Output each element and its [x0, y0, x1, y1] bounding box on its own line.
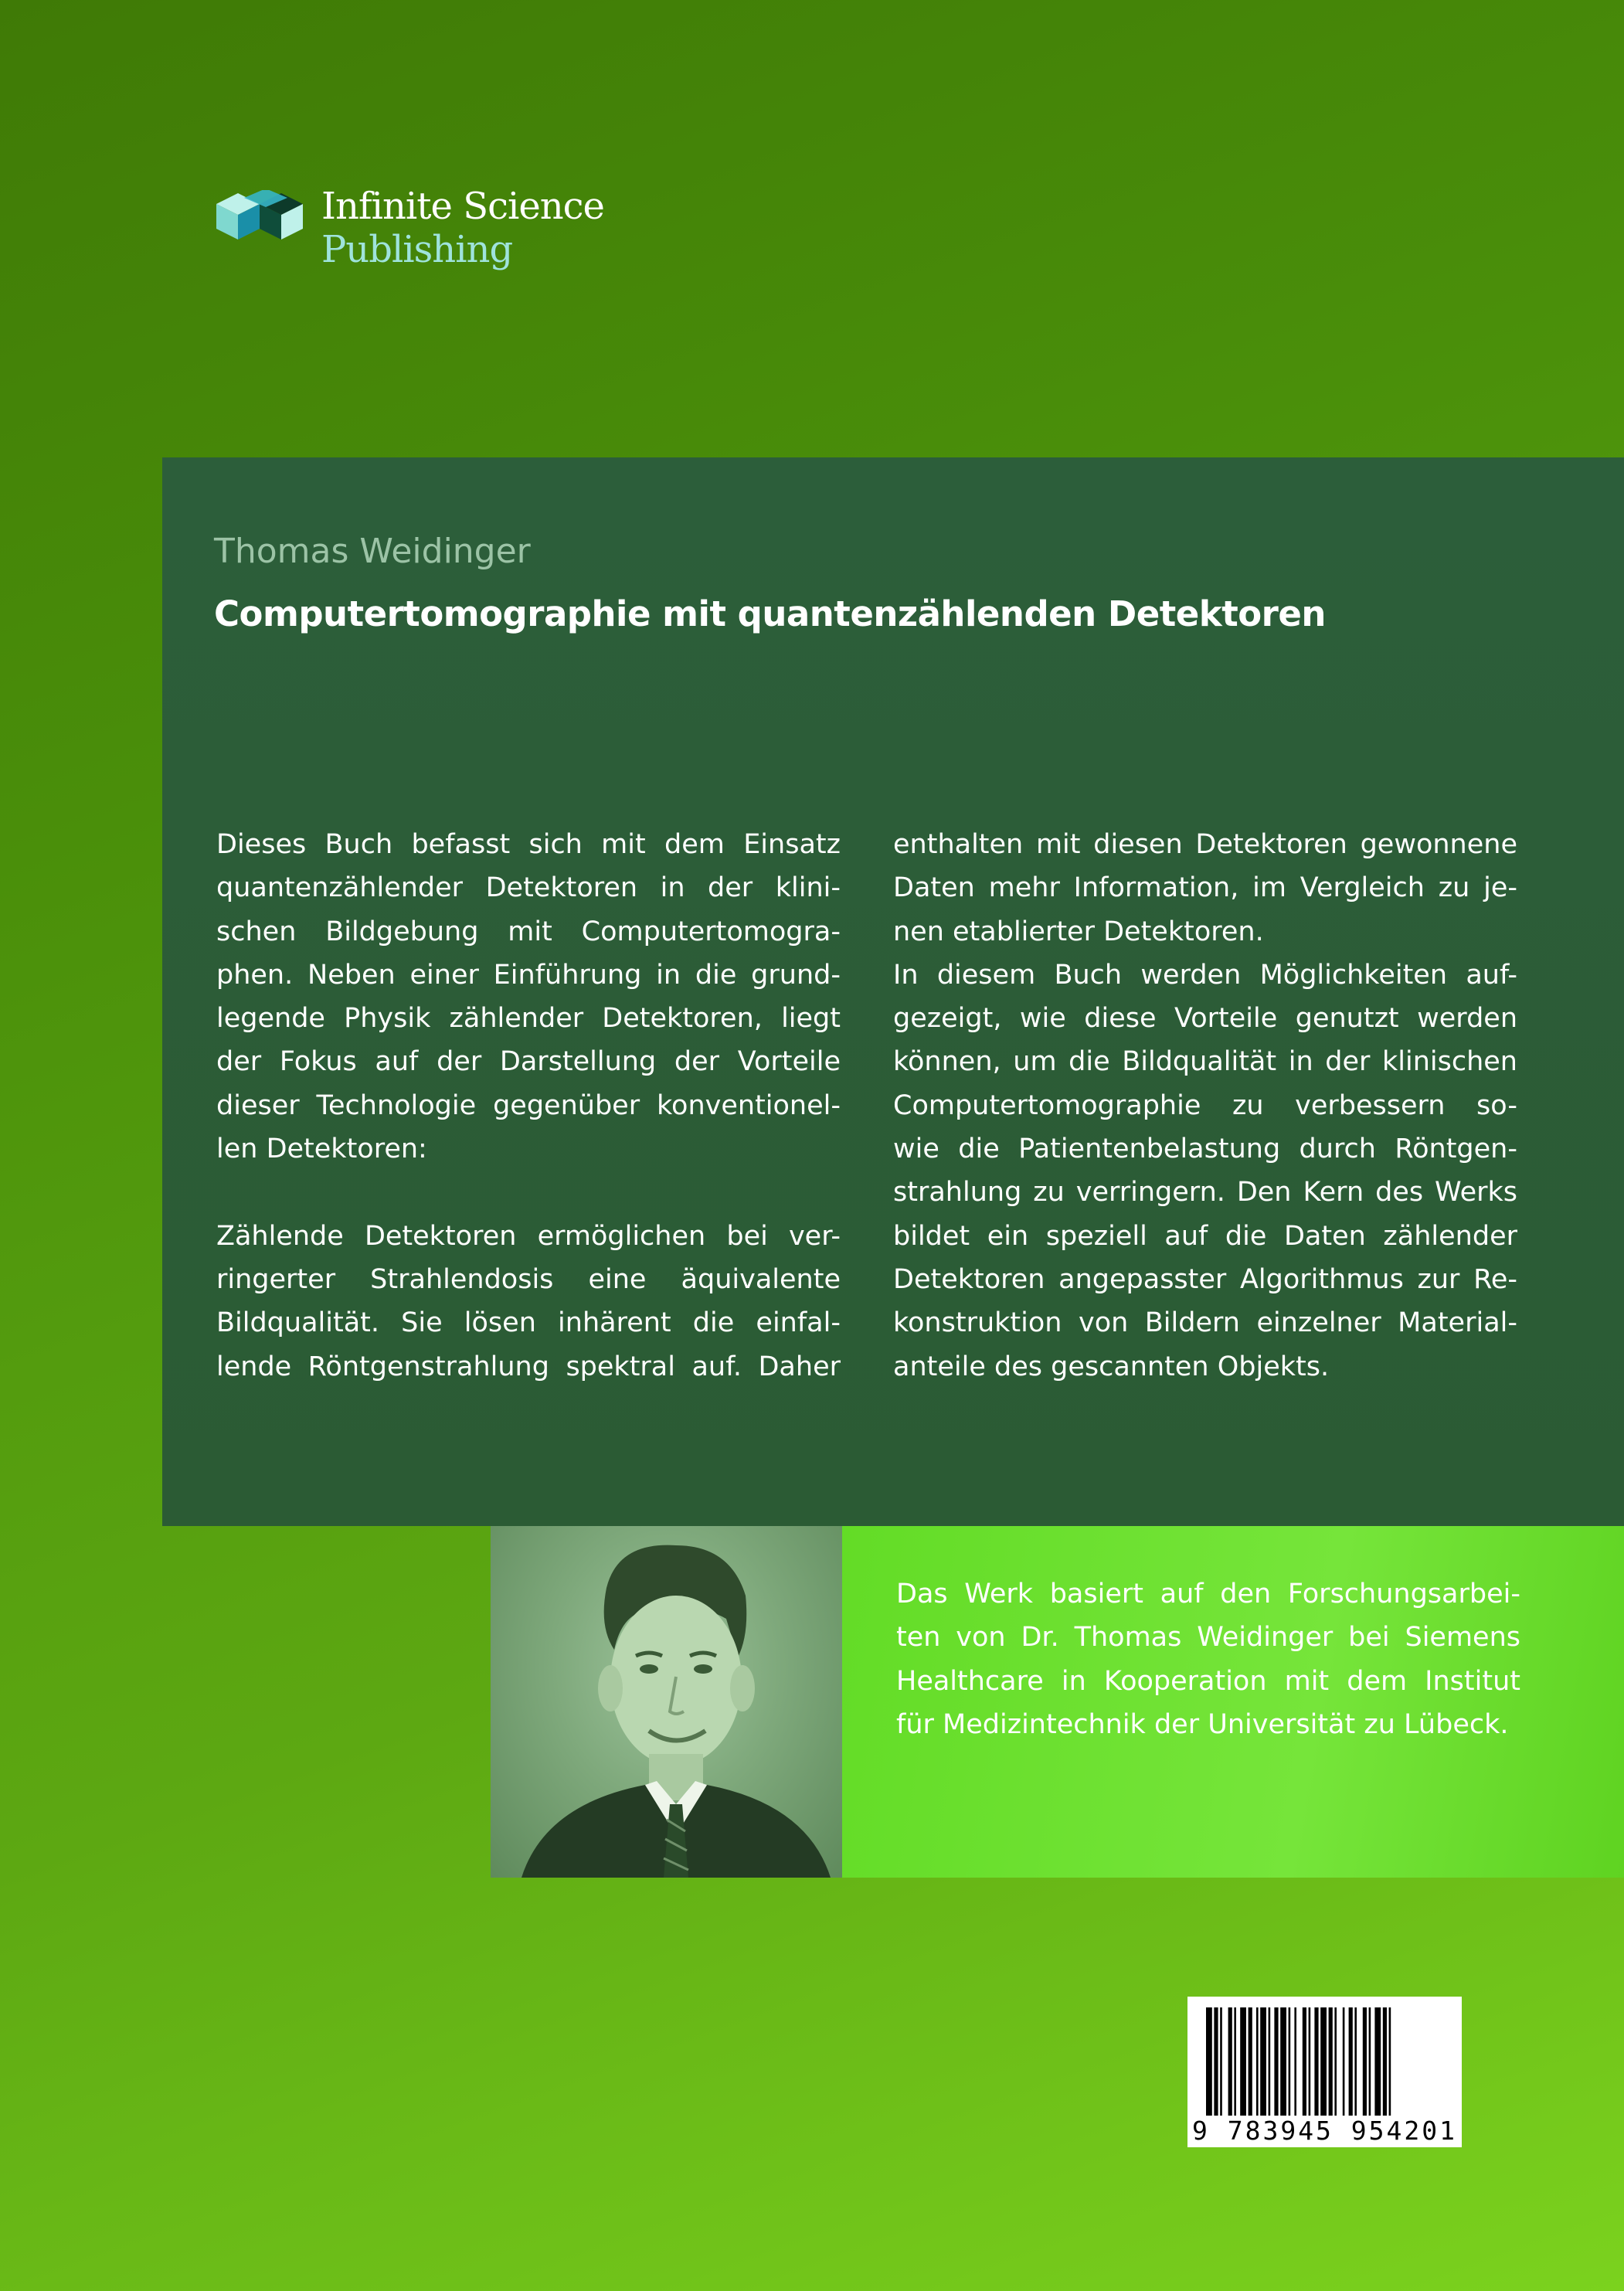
description-line: konstruktion von Bildern einzelner Material- [893, 1307, 1517, 1339]
publisher-name [321, 184, 604, 270]
description-line: Computertomographie zu verbessern so- [893, 1089, 1517, 1121]
description-line: Daten mehr Information, im Vergleich zu je- [893, 872, 1517, 904]
barcode-bar [1334, 2007, 1337, 2116]
barcode-bar [1280, 2007, 1286, 2116]
barcode-bar [1354, 2007, 1357, 2116]
barcode-bar [1234, 2007, 1236, 2116]
barcode-icon [1206, 2007, 1444, 2116]
barcode-bar [1374, 2007, 1381, 2116]
description-line: Detektoren angepasster Algorithmus zur Re- [893, 1263, 1517, 1295]
publisher-name-line2: Publishing [321, 228, 513, 271]
description-line: schen Bildgebung mit Computertomogra- [216, 916, 841, 947]
bio-line: Healthcare in Kooperation mit dem Institut [896, 1665, 1520, 1697]
barcode-bar [1260, 2007, 1266, 2116]
barcode-bar [1228, 2007, 1232, 2116]
description-line: dieser Technologie gegenüber konventionel- [216, 1089, 841, 1121]
description-line: nen etablierter Detektoren. [893, 916, 1264, 947]
barcode-bar [1343, 2007, 1345, 2116]
barcode-bar [1206, 2007, 1212, 2116]
barcode-bar [1309, 2007, 1311, 2116]
description-line: phen. Neben einer Einführung in die grund- [216, 959, 841, 991]
description-line: Dieses Buch befasst sich mit dem Einsatz [216, 829, 841, 860]
publisher-name-line1: Infinite Science [321, 185, 604, 228]
barcode-bar [1240, 2007, 1246, 2116]
author-portrait-icon [491, 1526, 842, 1878]
barcode-bar [1314, 2007, 1318, 2116]
barcode-bar [1294, 2007, 1296, 2116]
barcode-bar [1349, 2007, 1353, 2116]
author-photo [491, 1526, 842, 1878]
barcode-bar [1383, 2007, 1387, 2116]
barcode-bar [1363, 2007, 1367, 2116]
bio-line: Das Werk basiert auf den Forschungsarbei- [896, 1579, 1520, 1609]
barcode-bar [1329, 2007, 1333, 2116]
book-title: Computertomographie mit quantenzählenden Detektoren [214, 593, 1326, 634]
barcode-bar [1256, 2007, 1259, 2116]
author-name: Thomas Weidinger [214, 532, 531, 571]
description-line: In diesem Buch werden Möglichkeiten auf- [893, 959, 1517, 991]
description-line: strahlung zu verringern. Den Kern des Werks [893, 1177, 1517, 1208]
description-line: Zählende Detektoren ermöglichen bei ver- [216, 1220, 841, 1252]
description-line: der Fokus auf der Darstellung der Vorteile [216, 1046, 841, 1078]
isbn-number: 9 783945 954201 [1191, 2116, 1457, 2146]
description-line: ringerter Strahlendosis eine äquivalente [216, 1263, 841, 1295]
barcode-bar [1289, 2007, 1291, 2116]
description-line: Bildqualität. Sie lösen inhärent die einfal- [216, 1307, 841, 1339]
barcode-bar [1269, 2007, 1271, 2116]
infinite-science-logo-icon [216, 190, 305, 243]
description-line: gezeigt, wie diese Vorteile genutzt werden [893, 1003, 1517, 1035]
barcode-bar [1274, 2007, 1278, 2116]
barcode-bar [1369, 2007, 1371, 2116]
description-left-column [216, 823, 841, 1389]
description-line: enthalten mit diesen Detektoren gewonnene [893, 829, 1517, 860]
paragraph-gap [216, 1171, 841, 1214]
barcode-bar [1389, 2007, 1391, 2116]
description-line: bildet ein speziell auf die Daten zählender [893, 1220, 1517, 1252]
description-right-column [893, 823, 1517, 1389]
isbn-barcode [1187, 1997, 1462, 2147]
barcode-bar [1249, 2007, 1252, 2116]
description-line: anteile des gescannten Objekts. [893, 1351, 1330, 1382]
barcode-bar [1220, 2007, 1222, 2116]
description-line: können, um die Bildqualität in der klinischen [893, 1046, 1517, 1078]
description-line: quantenzählender Detektoren in der klini- [216, 872, 841, 904]
description-line: legende Physik zählender Detektoren, liegt [216, 1003, 841, 1035]
barcode-bar [1320, 2007, 1327, 2116]
bio-line: für Medizintechnik der Universität zu Lübeck. [896, 1708, 1509, 1740]
description-line: len Detektoren: [216, 1134, 427, 1165]
description-line: lende Röntgenstrahlung spektral auf. Daher [216, 1351, 841, 1382]
barcode-bar [1214, 2007, 1218, 2116]
author-bio [896, 1572, 1520, 1746]
description-panel [162, 457, 1624, 1526]
bio-line: ten von Dr. Thomas Weidinger bei Siemens [896, 1622, 1520, 1654]
description-line: wie die Patientenbelastung durch Röntgen- [893, 1134, 1517, 1165]
barcode-bar [1303, 2007, 1306, 2116]
author-bio-box [842, 1526, 1624, 1878]
